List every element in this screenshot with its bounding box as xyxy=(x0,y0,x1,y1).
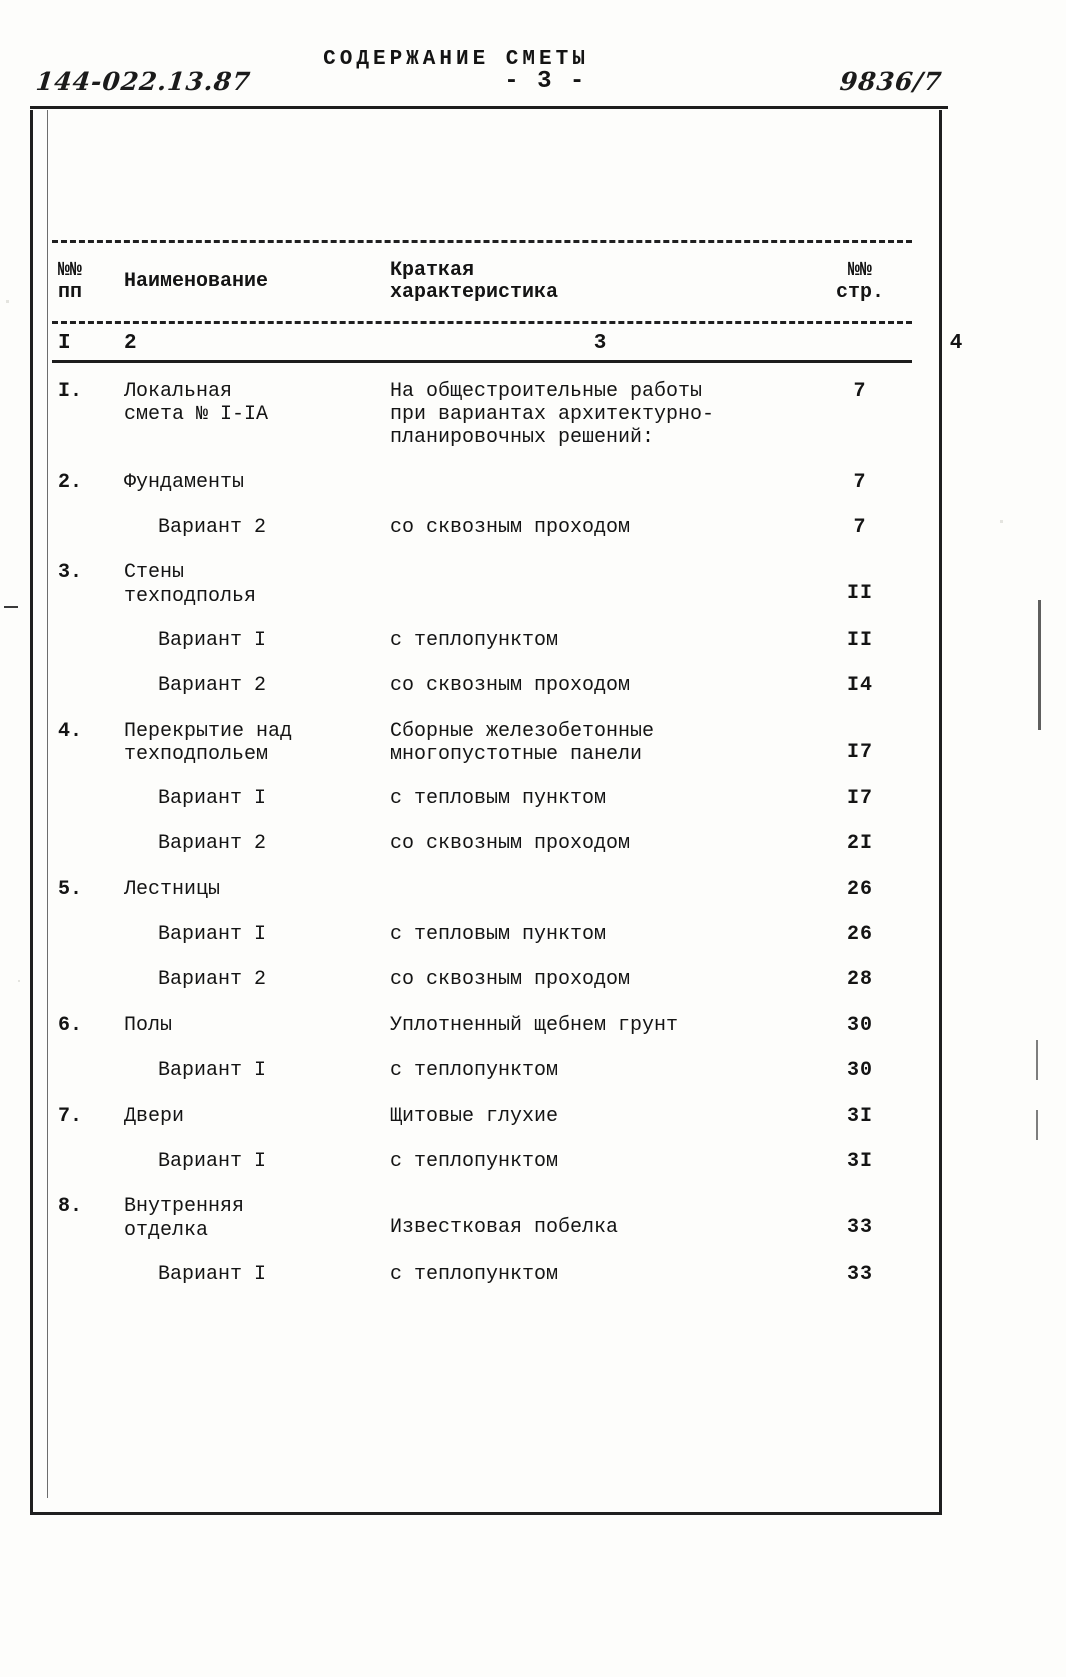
row-page: I7 xyxy=(846,786,873,810)
row-page: 2I xyxy=(846,832,873,856)
column-header-characteristic: Краткая характеристика xyxy=(390,258,559,304)
row-no xyxy=(52,1149,124,1150)
row-no xyxy=(52,515,124,516)
column-number-3: 3 xyxy=(593,331,607,355)
row-characteristic xyxy=(390,470,810,471)
table-row xyxy=(52,1149,912,1174)
row-characteristic: с теплопунктом xyxy=(390,1150,559,1173)
row-no xyxy=(52,628,124,629)
table-row xyxy=(52,1013,912,1038)
row-no: I. xyxy=(58,380,83,403)
row-name: Внутренняя отделка xyxy=(124,1195,245,1242)
row-page: 7 xyxy=(853,470,867,494)
scan-edge-tick xyxy=(4,606,18,608)
table-row xyxy=(52,967,912,992)
row-no: 7. xyxy=(58,1104,83,1128)
archive-code: 9836/7 xyxy=(838,66,944,96)
row-page: 28 xyxy=(846,968,873,992)
row-no xyxy=(52,673,124,674)
row-characteristic xyxy=(390,560,810,561)
row-page: 7 xyxy=(853,380,867,403)
row-name: Вариант I xyxy=(158,1262,267,1286)
table-column-numbers-row xyxy=(52,324,963,360)
row-no xyxy=(52,967,124,968)
table-row xyxy=(52,922,912,947)
row-characteristic: с теплопунктом xyxy=(390,1262,559,1286)
row-page: I4 xyxy=(846,674,873,698)
row-page: 7 xyxy=(853,515,867,539)
row-no xyxy=(52,1058,124,1059)
row-characteristic: с теплопунктом xyxy=(390,1059,559,1083)
row-page: 26 xyxy=(846,877,873,901)
row-name: Полы xyxy=(124,1013,173,1037)
row-characteristic xyxy=(390,877,810,878)
row-page: II xyxy=(846,582,873,606)
row-name: Вариант 2 xyxy=(158,515,267,539)
row-name: Вариант 2 xyxy=(158,832,267,856)
row-name: Вариант 2 xyxy=(158,968,267,992)
scan-edge-mark xyxy=(1036,1040,1038,1080)
row-name: Двери xyxy=(124,1104,185,1128)
column-header-no: №№ пп xyxy=(58,258,83,304)
column-number-1: I xyxy=(58,331,71,355)
table-row xyxy=(52,379,912,450)
table-row xyxy=(52,560,912,607)
table-row xyxy=(52,1194,912,1241)
row-characteristic: со сквозным проходом xyxy=(390,515,631,539)
row-name: Локальная смета № I-IA xyxy=(124,380,269,427)
table-row xyxy=(52,831,912,856)
table-body xyxy=(52,363,912,1287)
scan-edge-mark xyxy=(1036,1110,1038,1140)
row-characteristic: Уплотненный щебнем грунт xyxy=(390,1013,679,1037)
table-row xyxy=(52,719,912,766)
row-page: 3I xyxy=(846,1104,873,1128)
row-characteristic: с теплопунктом xyxy=(390,628,559,652)
row-name: Вариант 2 xyxy=(158,674,267,698)
row-no: 4. xyxy=(58,719,83,743)
row-name: Фундаменты xyxy=(124,470,245,494)
row-name: Вариант I xyxy=(158,1150,267,1173)
row-characteristic: с тепловым пунктом xyxy=(390,923,607,947)
scan-speckle xyxy=(6,300,9,303)
table-row xyxy=(52,470,912,495)
row-page: 30 xyxy=(846,1013,873,1037)
document-code: 144-022.13.87 xyxy=(34,66,253,96)
row-characteristic: со сквозным проходом xyxy=(390,674,631,698)
scan-edge-mark xyxy=(1038,600,1041,730)
row-no: 3. xyxy=(58,561,83,585)
row-characteristic: На общестроительные работы при вариантах архитектурно- планировочных решений: xyxy=(390,380,715,450)
row-page: II xyxy=(846,628,873,652)
row-no: 2. xyxy=(58,470,83,494)
row-no: 8. xyxy=(58,1195,83,1219)
row-characteristic: со сквозным проходом xyxy=(390,832,631,856)
row-page: 30 xyxy=(846,1059,873,1083)
scan-speckle xyxy=(1000,520,1003,523)
row-page: 3I xyxy=(846,1150,873,1173)
header-divider xyxy=(30,106,948,109)
row-page: I7 xyxy=(846,740,873,764)
table-row xyxy=(52,1262,912,1287)
table-row xyxy=(52,1104,912,1129)
page-title: СОДЕРЖАНИЕ СМЕТЫ xyxy=(323,48,589,71)
row-name: Вариант I xyxy=(158,1059,267,1083)
table-row xyxy=(52,515,912,540)
row-name: Лестницы xyxy=(124,877,221,901)
row-no: 6. xyxy=(58,1013,83,1037)
row-no xyxy=(52,922,124,923)
row-characteristic: с тепловым пунктом xyxy=(390,786,607,810)
table-header-row xyxy=(52,243,912,321)
table-row xyxy=(52,786,912,811)
column-number-2: 2 xyxy=(124,331,137,355)
page-number: - 3 - xyxy=(504,67,587,95)
contents-table xyxy=(52,240,963,1307)
table-row xyxy=(52,628,912,653)
column-header-name: Наименование xyxy=(124,269,269,293)
row-page: 33 xyxy=(846,1262,873,1286)
row-no xyxy=(52,831,124,832)
row-page: 26 xyxy=(846,923,873,947)
row-name: Вариант I xyxy=(158,786,267,810)
row-no xyxy=(52,1262,124,1263)
row-name: Вариант I xyxy=(158,923,267,947)
row-no xyxy=(52,786,124,787)
row-characteristic: Сборные железобетонные многопустотные панели xyxy=(390,719,655,766)
column-header-page: №№ стр. xyxy=(835,258,884,304)
table-row xyxy=(52,1058,912,1083)
row-characteristic: со сквозным проходом xyxy=(390,968,631,992)
row-page: 33 xyxy=(846,1216,873,1240)
row-name: Перекрытие над техподпольем xyxy=(124,719,293,766)
row-no: 5. xyxy=(58,877,83,901)
table-row xyxy=(52,673,912,698)
row-characteristic: Щитовые глухие xyxy=(390,1104,559,1128)
table-row xyxy=(52,877,912,902)
row-name: Вариант I xyxy=(158,628,267,652)
column-number-4: 4 xyxy=(949,331,963,355)
scan-speckle xyxy=(18,980,20,982)
row-name: Стены техподполья xyxy=(124,561,257,608)
row-characteristic: Известковая побелка xyxy=(390,1216,619,1240)
